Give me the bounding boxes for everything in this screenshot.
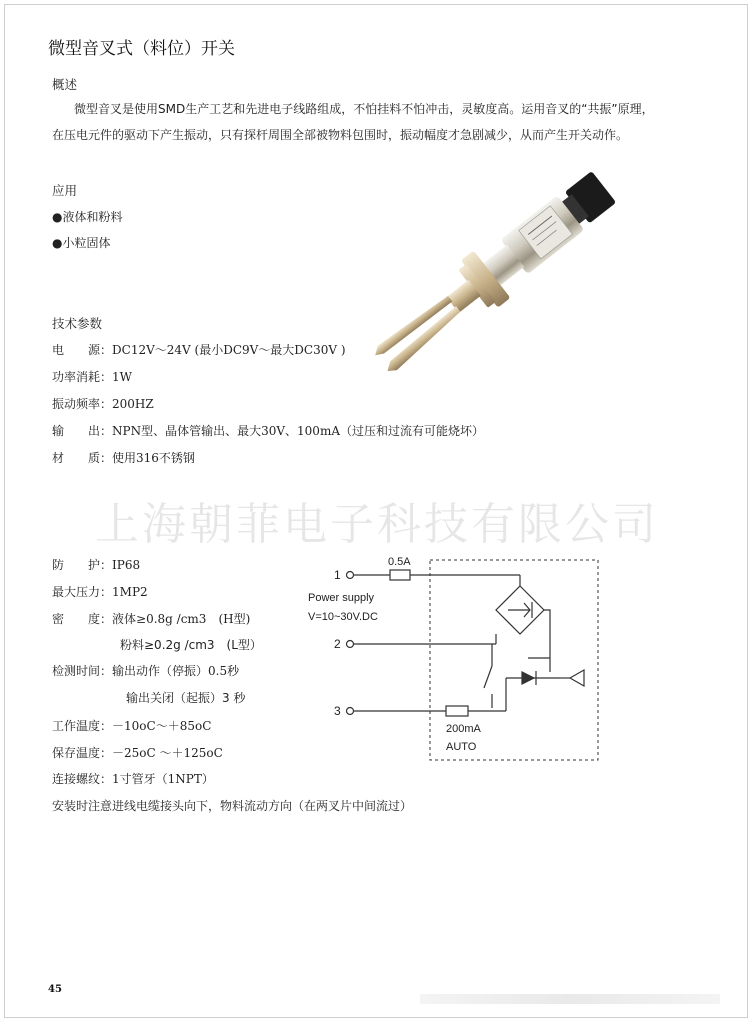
fuse-1-label: 0.5A — [388, 556, 411, 568]
terminal-3-label: 3 — [334, 704, 341, 718]
spec-value: 1MP2 — [112, 585, 148, 599]
spec-sep: ： — [100, 343, 113, 357]
terminal-2-node — [347, 641, 354, 648]
spec-sep: ： — [100, 772, 113, 786]
spec-sep: ： — [100, 585, 113, 599]
spec-value: 200HZ — [112, 397, 154, 411]
spec-sep: ： — [100, 397, 113, 411]
fuse-2-label: 200mA — [446, 723, 481, 735]
spec-sep: ： — [100, 719, 113, 733]
fuse-2-auto-label: AUTO — [446, 741, 477, 753]
spec-row-work-temp — [52, 717, 211, 734]
spec-value: NPN型、晶体管输出、最大30V、100mA（过压和过流有可能烧坏） — [112, 424, 484, 438]
spec-sep: ： — [100, 451, 113, 465]
spec-value: IP68 — [112, 558, 141, 572]
application-heading: 应用 — [52, 183, 78, 198]
spec-density-line-2: 粉料≥0.2g /cm3 (L型） — [120, 638, 262, 652]
spec-row-thread — [52, 770, 214, 787]
fuse-0-5a — [390, 570, 410, 580]
page-number: 45 — [48, 984, 62, 995]
spec-row-protection — [52, 556, 140, 573]
spec-row-density — [52, 610, 250, 627]
spec-row-pressure — [52, 583, 148, 600]
spec-value: 液体≥0.8g /cm3 (H型) — [112, 612, 251, 626]
spec-sep: ： — [100, 746, 113, 760]
spec-value: 1寸管牙（1NPT） — [112, 772, 214, 786]
terminal-2-label: 2 — [334, 637, 341, 651]
terminal-1-label: 1 — [334, 568, 341, 582]
spec-row-output — [52, 422, 484, 439]
spec-value: DC12V～24V (最小DC9V～最大DC30V ) — [112, 343, 346, 357]
spec-label: 功率消耗 — [52, 370, 101, 384]
install-note: 安装时注意进线电缆接头向下，物料流动方向（在两叉片中间流过） — [52, 799, 413, 813]
spec-row-detect-time — [52, 662, 239, 679]
spec-label: 检测时间 — [52, 664, 101, 678]
spec-value: －25oC ～＋125oC — [112, 746, 223, 760]
tech-params-heading: 技术参数 — [52, 316, 103, 331]
overview-line-2: 在压电元件的驱动下产生振动，只有探杆周围全部被物料包围时，振动幅度才急剧减少，从而产生开关动作。 — [52, 128, 629, 142]
spec-sep: ： — [100, 664, 113, 678]
spec-row-power — [52, 341, 346, 358]
spec-sep: ： — [100, 370, 113, 384]
terminal-3-node — [347, 708, 354, 715]
output-indicator — [570, 670, 584, 686]
overview-line-1: 微型音叉是使用SMD生产工艺和先进电子线路组成，不怕挂料不怕冲击，灵敏度高。运用音叉的“共振”原理， — [74, 102, 654, 116]
wiring-diagram — [300, 548, 610, 768]
spec-label: 材 质 — [52, 451, 101, 465]
terminal-1-node — [347, 572, 354, 579]
spec-label: 工作温度 — [52, 719, 101, 733]
spec-sep: ： — [100, 424, 113, 438]
tuning-fork-sensor-photo — [352, 164, 652, 384]
spec-value: 使用316不锈钢 — [112, 451, 195, 465]
spec-label: 输 出 — [52, 424, 101, 438]
voltage-range-label: V=10~30V.DC — [308, 611, 378, 623]
power-supply-label: Power supply — [308, 592, 375, 604]
overview-heading: 概述 — [52, 77, 78, 92]
application-item-liquid: ●液体和粉料 — [52, 210, 123, 224]
spec-sep: ： — [100, 558, 113, 572]
spec-label: 连接螺纹 — [52, 772, 101, 786]
page-title: 微型音叉式（料位）开关 — [48, 39, 235, 59]
spec-detect-line-2: 输出关闭（起振）3 秒 — [126, 691, 246, 705]
spec-label: 保存温度 — [52, 746, 101, 760]
footer-scan-mark — [420, 994, 720, 1004]
spec-label: 防 护 — [52, 558, 101, 572]
company-watermark: 上海朝菲电子科技有限公司 — [95, 499, 659, 550]
spec-value: －10oC～＋85oC — [112, 719, 212, 733]
application-item-solid: ●小粒固体 — [52, 236, 111, 250]
spec-row-store-temp — [52, 744, 223, 761]
spec-sep: ： — [100, 612, 113, 626]
spec-label: 最大压力 — [52, 585, 101, 599]
spec-row-consumption — [52, 368, 132, 385]
spec-label: 振动频率 — [52, 397, 101, 411]
spec-label: 电 源 — [52, 343, 101, 357]
spec-label: 密 度 — [52, 612, 101, 626]
fuse-200ma — [446, 706, 468, 716]
spec-row-frequency — [52, 395, 154, 412]
spec-value: 输出动作（停振）0.5秒 — [112, 664, 240, 678]
spec-row-material — [52, 449, 195, 466]
switch-contact — [484, 666, 492, 688]
spec-value: 1W — [112, 370, 132, 384]
